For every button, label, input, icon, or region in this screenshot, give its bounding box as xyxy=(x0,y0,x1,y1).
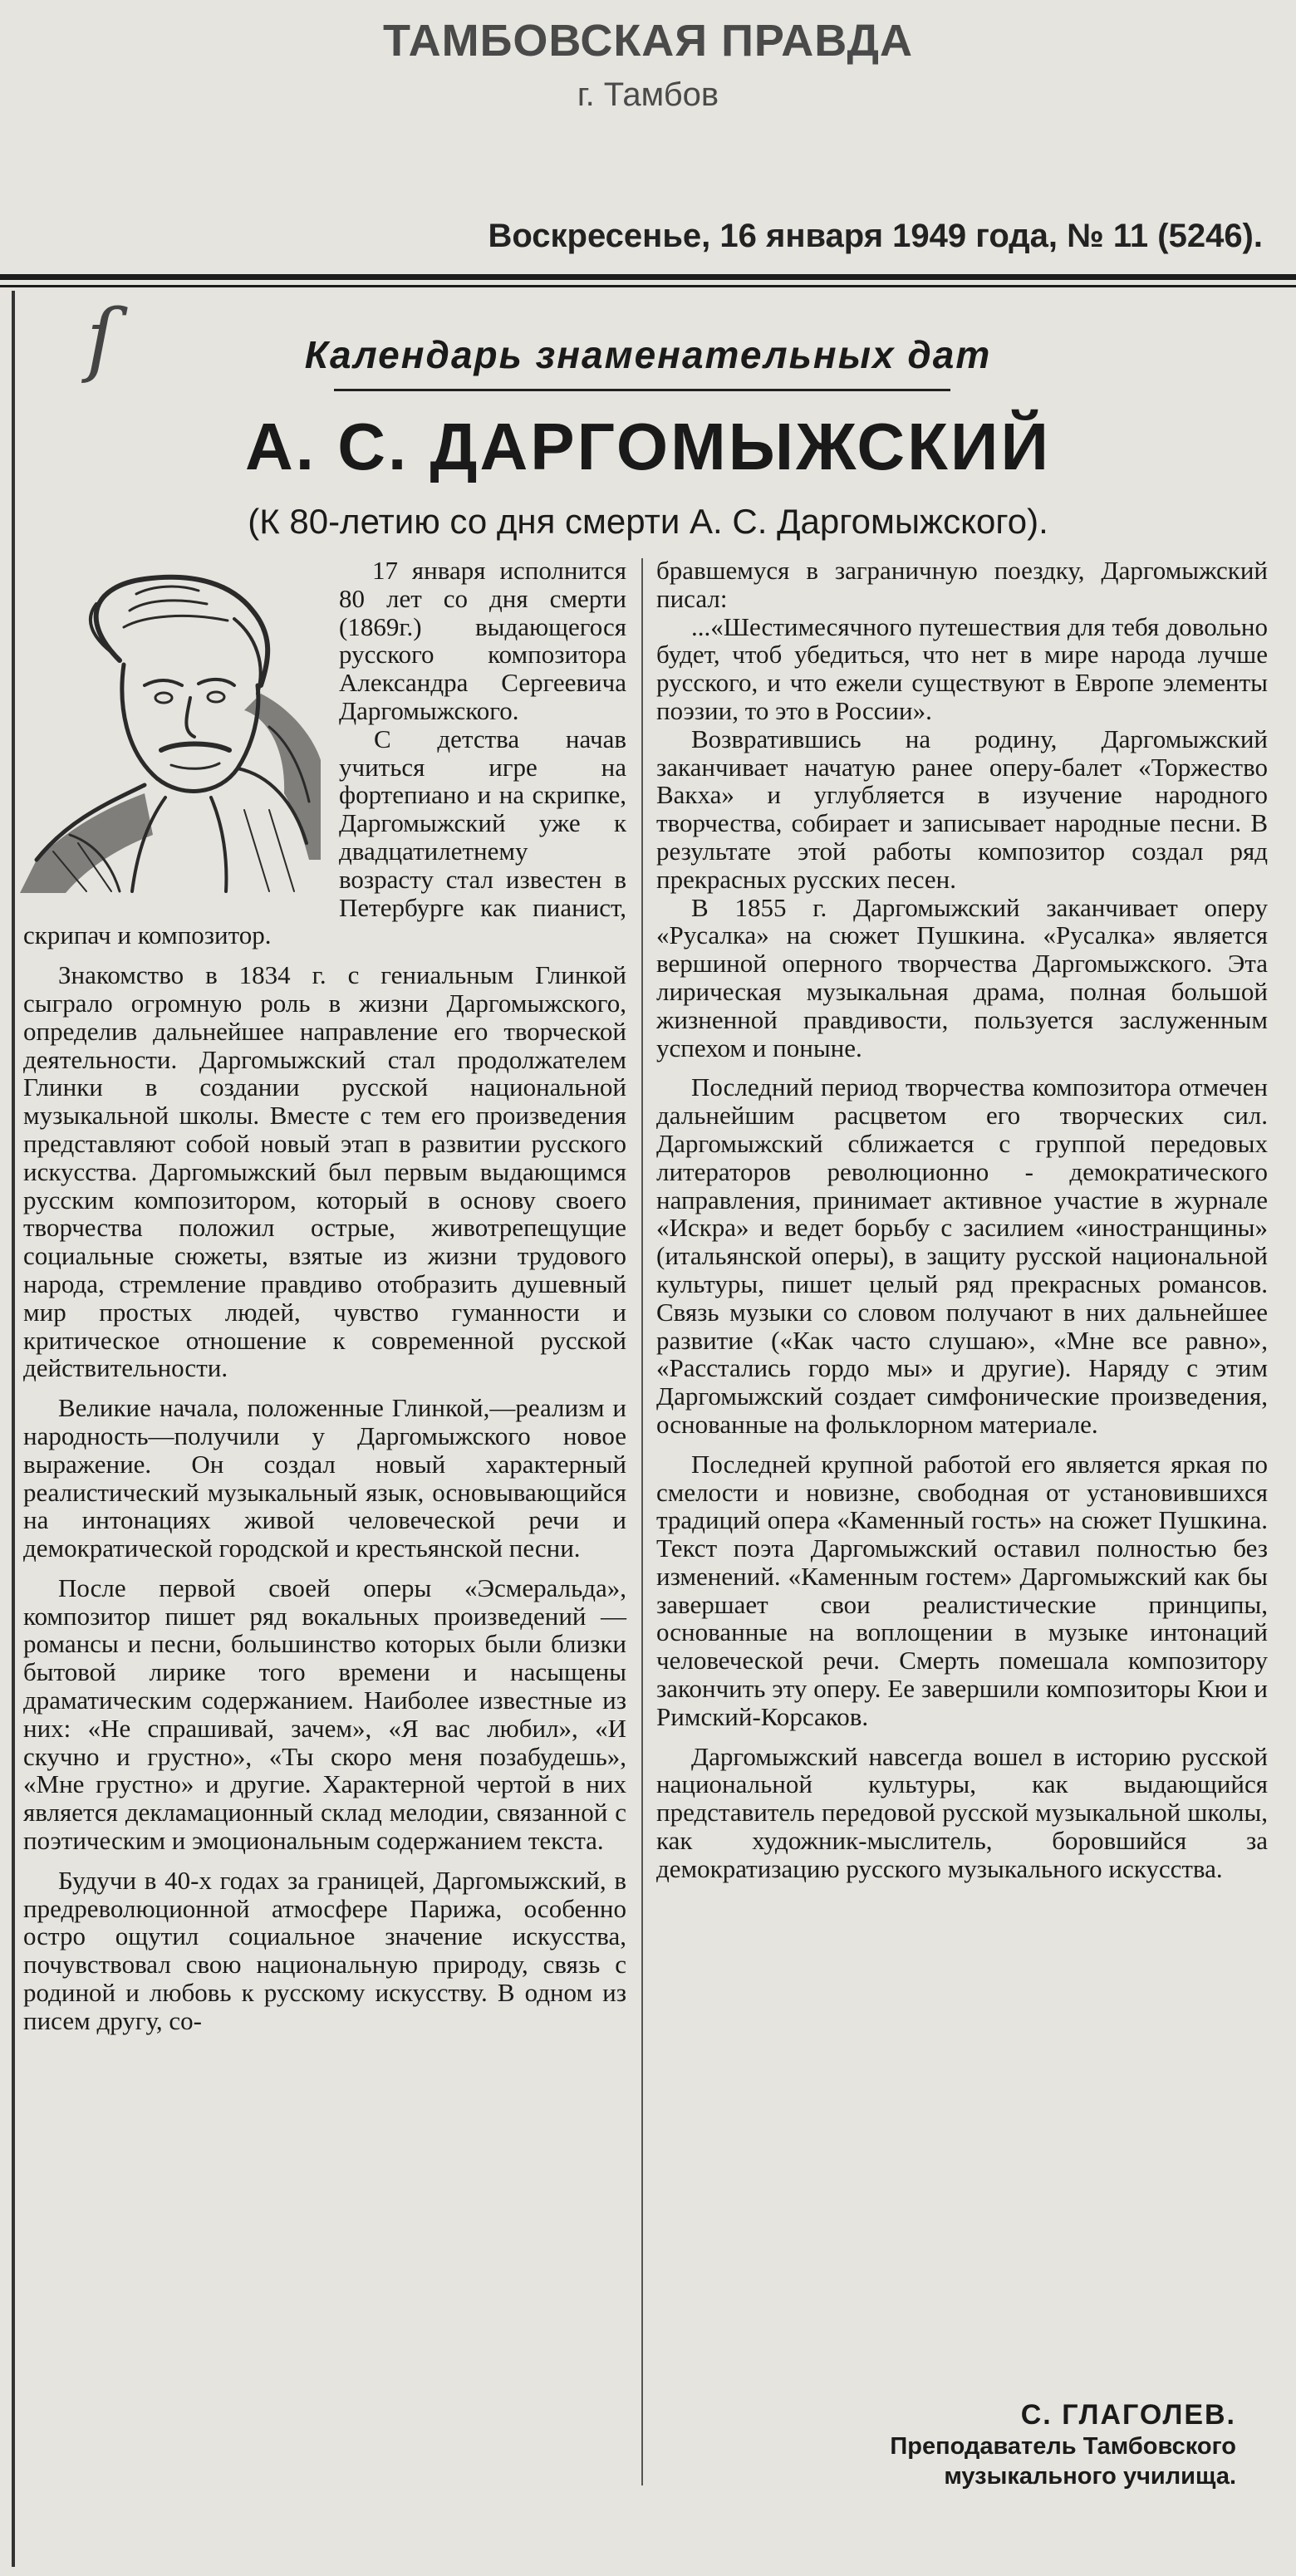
paragraph: бравшемуся в заграничную поездку, Даргомыжский писал: xyxy=(656,556,1268,613)
masthead-stamp-city: г. Тамбов xyxy=(577,76,719,113)
paragraph: После первой своей оперы «Эсмеральда», композитор пишет ряд вокальных произведений — романсы и песни, большинство которых были близки бытовой лирике того времени и насыщены драматическим содержанием. Наиболее известные из них: «Не спрашивай, зачем», «Я вас любил», «И скучно и грустно», «Ты скоро меня позабудешь», «Мне грустно» и другие. Характерной чертой в них является декламационный склад мелодии, связанной с поэтическим и эмоциональным содержанием текста. xyxy=(23,1573,626,1856)
handwritten-mark-icon: ſ xyxy=(86,292,116,385)
author-role-line-1: Преподаватель Тамбовского xyxy=(890,2433,1236,2460)
paragraph: Последней крупной работой его является яркая по смелости и новизне, свободная от установившихся традиций опера «Каменный гость» на сюжет Пушкина. Текст поэта Даргомыжский оставил полностью без изменений. «Каменным гостем» Даргомыжский как бы завершает свои реалистические принципы, основанные на воплощении в музыке интонаций человеческой речи. Смерть помешала композитору закончить эту оперу. Ее завершили композиторы Кюи и Римский-Корсаков. xyxy=(656,1449,1268,1731)
paragraph: Возвратившись на родину, Даргомыжский заканчивает начатую ранее оперу-балет «Торжество Вакха» и углубляется в изучение народного творчества, собирает и записывает народные песни. В результате этой работы композитор создал ряд прекрасных русских песен. xyxy=(656,724,1268,894)
left-border-line xyxy=(12,291,15,2567)
header-rule-thick xyxy=(0,274,1296,280)
paragraph: В 1855 г. Даргомыжский заканчивает оперу «Русалка» на сюжет Пушкина. «Русалка» является вершиной оперного творчества Даргомыжского. Эта лирическая музыкальная драма, полная большой жизненной правдивости, пользуется заслуженным успехом и поныне. xyxy=(656,892,1268,1062)
article-headline: А. С. ДАРГОМЫЖСКИЙ xyxy=(245,410,1051,483)
author-signature xyxy=(890,2399,1236,2491)
paragraph: Будучи в 40-х годах за границей, Даргомыжский, в предреволюционной атмосфере Парижа, особенно остро ощутил социальное значение искусства, почувствовал свою национальную природу, связь с родиной и любовь к русскому искусству. В одном из писем другу, со- xyxy=(23,1865,626,2035)
column-divider xyxy=(641,558,643,2485)
author-role-line-2: музыкального училища. xyxy=(944,2463,1236,2490)
masthead-stamp-title: ТАМБОВСКАЯ ПРАВДА xyxy=(383,16,913,66)
paragraph: С детства начав учиться игре на фортепиано и на скрипке, Даргомыжский уже к двадцатилетнему возрасту стал известен в Петербурге как пианист, скрипач и композитор. xyxy=(23,724,626,950)
article-subheadline: (К 80-летию со дня смерти А. С. Даргомыжского). xyxy=(248,502,1048,541)
article-column-1 xyxy=(23,557,626,2035)
article-column-2 xyxy=(656,557,1268,1883)
rubric-title: Календарь знаменательных дат xyxy=(304,333,992,376)
paragraph: Знакомство в 1834 г. с гениальным Глинкой сыграло огромную роль в жизни Даргомыжского, определив дальнейшее направление его творческой деятельности. Даргомыжский стал продолжателем Глинки в создании русской национальной музыкальной школы. Вместе с тем его произведения представляют собой новый этап в развитии русского искусства. Даргомыжский был первым выдающимся русским композитором, который в основу своего творчества положил острые, животрепещущие социальные сюжеты, взятые из жизни трудового народа, стремление правдиво отобразить душевный мир простых людей, чувство гуманности и критическое отношение к современной русской действительности. xyxy=(23,960,626,1383)
paragraph: 17 января исполнится 80 лет со дня смерти (1869г.) выдающегося русского композитора Александра Сергеевича Даргомыжского. xyxy=(339,556,626,725)
header-rule-thin xyxy=(0,285,1296,287)
rubric-underline xyxy=(334,389,950,391)
issue-dateline: Воскресенье, 16 января 1949 года, № 11 (5246). xyxy=(488,218,1263,254)
author-name: С. ГЛАГОЛЕВ. xyxy=(1020,2399,1236,2431)
paragraph: Даргомыжский навсегда вошел в историю русской национальной культуры, как выдающийся представитель передовой русской музыкальной школы, как художник-мыслитель, боровшийся за демократизацию русского музыкального искусства. xyxy=(656,1741,1268,1883)
paragraph: Последний период творчества композитора отмечен дальнейшим расцветом его творческих сил. Даргомыжский сближается с группой передовых литераторов революционно - демократического направления, принимает активное участие в журнале «Искра» и ведет борьбу с засилием «иностранщины» (итальянской оперы), в защиту русской национальной культуры, пишет целый ряд прекрасных романсов. Связь музыки со словом получают в них дальнейшее развитие («Как часто слушаю», «Мне все равно», «Расстались гордо мы» и другие). Наряду с этим Даргомыжский создает симфонические произведения, основанные на фольклорном материале. xyxy=(656,1072,1268,1439)
paragraph: Великие начала, положенные Глинкой,—реализм и народность—получили у Даргомыжского новое выражение. Он создал новый характерный реалистический музыкальный язык, основывающийся на интонациях живой человеческой речи и демократической городской и крестьянской песни. xyxy=(23,1393,626,1563)
quote-paragraph: ...«Шестимесячного путешествия для тебя довольно будет, чтоб убедиться, что нет в мире народа лучше русского, и что ежели существуют в Европе элементы поэзии, то это в России». xyxy=(656,611,1268,725)
